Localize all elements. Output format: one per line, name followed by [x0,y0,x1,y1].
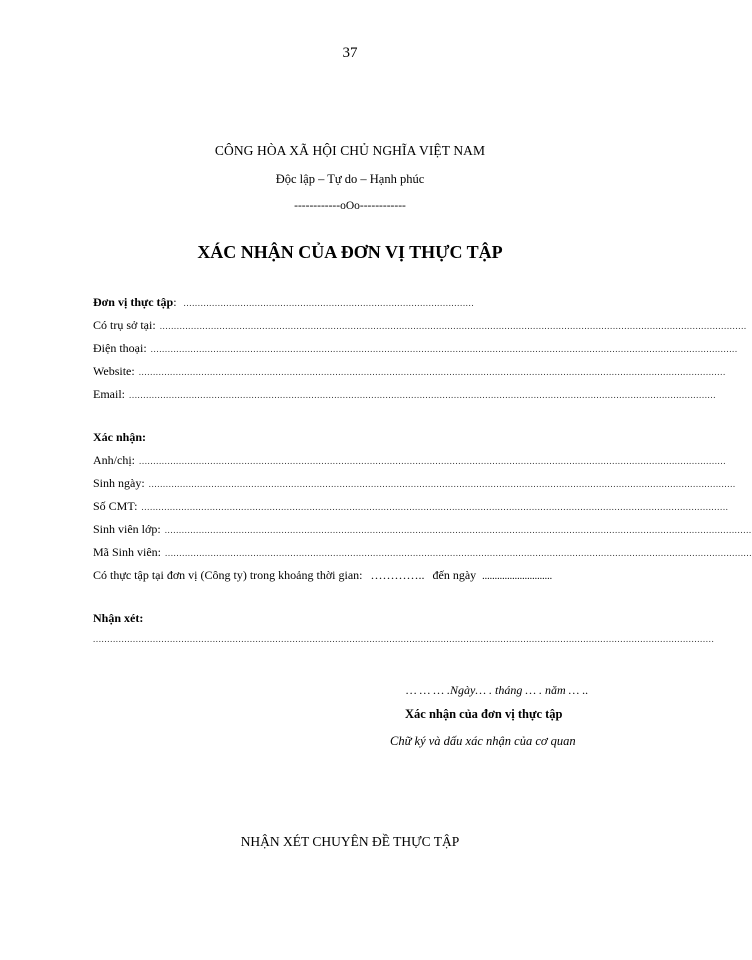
field-phone-label: Điện thoại: [93,341,147,355]
remarks-dots[interactable]: .......................................................................................................................................................................................................................... [93,634,715,644]
field-website-dots[interactable]: .............................................................................................................................................................................................................. [138,367,726,377]
signature-title: Xác nhận của đơn vị thực tập [405,707,563,721]
field-name-label: Anh/chị: [93,453,135,467]
field-email-label: Email: [93,387,125,401]
field-period-from[interactable]: ………….. [370,568,425,582]
field-class-dots[interactable]: .............................................................................................................................................................................................................. [164,525,752,535]
field-dob-dots[interactable]: .............................................................................................................................................................................................................. [148,479,736,489]
field-unit [93,295,475,310]
field-phone [93,341,738,356]
field-address-label: Có trụ sở tại: [93,318,156,332]
field-website [93,364,726,379]
national-title: CÔNG HÒA XÃ HỘI CHỦ NGHĨA VIỆT NAM [214,143,486,158]
field-unit-label: Đơn vị thực tập [93,295,174,309]
field-unit-dots[interactable]: ...................................................................................................... [183,298,475,308]
field-dob [93,476,736,491]
field-unit-colon: : [173,295,177,309]
field-name-dots[interactable]: .............................................................................................................................................................................................................. [139,456,727,466]
field-email [93,387,717,402]
signature-note: Chữ ký và dấu xác nhận của cơ quan [390,734,576,748]
field-id-number-dots[interactable]: .............................................................................................................................................................................................................. [141,502,729,512]
next-section-heading: NHẬN XÉT CHUYÊN ĐỀ THỰC TẬP [240,834,460,849]
field-period-to[interactable]: ............................ [482,571,553,582]
signature-date-line: … … … .Ngày… . tháng … . năm … .. [406,683,589,697]
field-class-label: Sinh viên lớp: [93,522,161,536]
field-student-id-label: Mã Sinh viên: [93,545,161,559]
field-email-dots[interactable]: .............................................................................................................................................................................................................. [129,390,717,400]
field-address-dots[interactable]: .............................................................................................................................................................................................................. [159,321,747,331]
field-class [93,522,752,537]
field-period-label: Có thực tập tại đơn vị (Công ty) trong khoảng thời gian: [93,568,363,582]
page-number: 37 [342,45,358,61]
document-title: XÁC NHẬN CỦA ĐƠN VỊ THỰC TẬP [197,242,503,262]
field-website-label: Website: [93,364,135,378]
field-student-id-dots[interactable]: .............................................................................................................................................................................................................. [165,548,752,558]
confirm-section-title: Xác nhận: [93,430,147,444]
header-divider: ------------oOo------------ [294,200,406,212]
field-period [93,568,623,583]
remarks-title: Nhận xét: [93,611,144,625]
field-name [93,453,727,468]
field-period-to-label: đến ngày [432,568,477,582]
field-id-number-label: Số CMT: [93,499,138,513]
field-address [93,318,747,333]
field-dob-label: Sinh ngày: [93,476,145,490]
field-phone-dots[interactable]: .............................................................................................................................................................................................................. [150,344,738,354]
field-id-number [93,499,729,514]
field-student-id [93,545,752,560]
national-motto: Độc lập – Tự do – Hạnh phúc [275,172,425,186]
